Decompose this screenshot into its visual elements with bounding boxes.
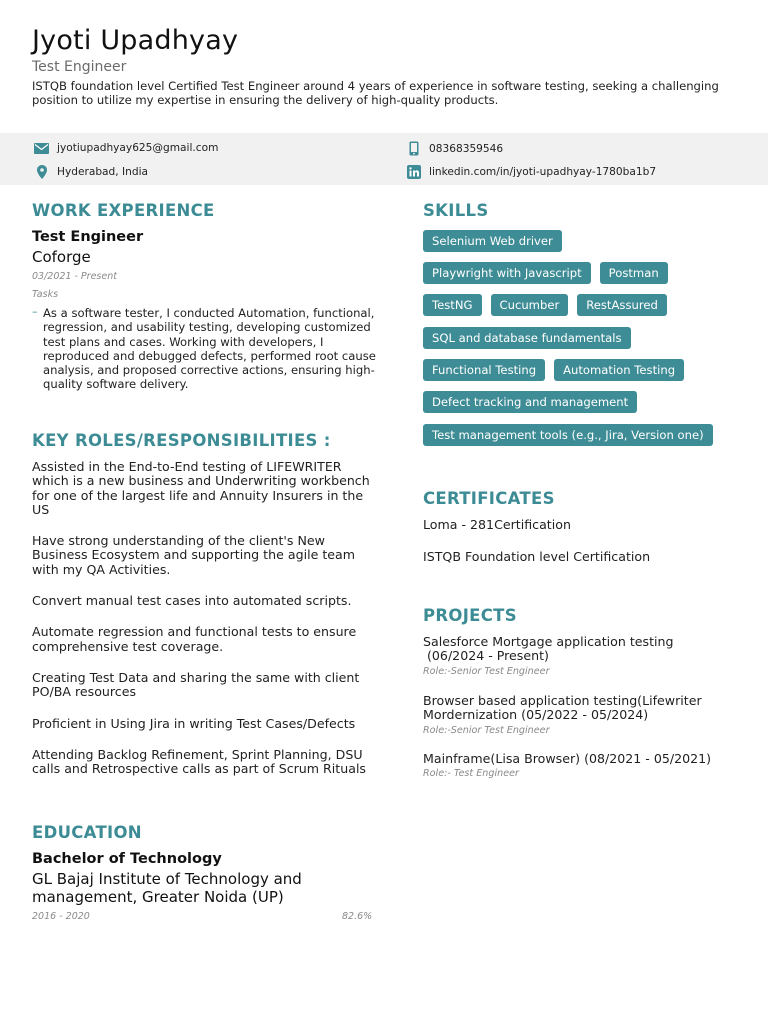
project-title: Mainframe(Lisa Browser) (08/2021 - 05/2021): [423, 751, 712, 766]
contact-linkedin[interactable]: [407, 165, 656, 179]
project-dates: Mordernization (05/2022 - 05/2024): [423, 707, 649, 722]
profile-summary: ISTQB foundation level Certified Test Engineer around 4 years of experience in software testing, seeking a challenging position to utilize my expertise in ensuring the delivery of high-quality products.: [32, 79, 719, 107]
email-text: jyotiupadhyay625@gmail.com: [57, 142, 219, 154]
contact-email[interactable]: [34, 142, 218, 154]
skill-chip: Test management tools (e.g., Jira, Version one): [423, 424, 713, 446]
list-item: Proficient in Using Jira in writing Test Cases/Defects: [32, 715, 356, 731]
task-text: As a software tester, I conducted Automation, functional, regression, and usability testing, developing customized test plans and cases. Working with developers, I reproduced and debugged defects, performed root cause analysis, and proposed corrective actions, ensuring high-quality software delivery.: [43, 306, 376, 392]
skill-chip: Postman: [600, 262, 668, 284]
skill-chip: Selenium Web driver: [423, 230, 562, 252]
bullet-dash-icon: –: [32, 305, 38, 318]
location-text: Hyderabad, India: [57, 166, 148, 178]
resume-header: [32, 24, 742, 107]
candidate-role: Test Engineer: [32, 59, 127, 75]
list-item: Convert manual test cases into automated scripts.: [32, 593, 352, 609]
tasks-label: Tasks: [32, 289, 59, 300]
contact-phone[interactable]: [409, 141, 503, 156]
list-item: Assisted in the End-to-End testing of LIFEWRITER which is a new business and Underwriting workbench for one of the largest life and Annuity Insurers in the US: [32, 459, 370, 517]
skills-row: [423, 327, 631, 349]
list-item: Attending Backlog Refinement, Sprint Planning, DSU calls and Retrospective calls as part of Scrum Rituals: [32, 746, 366, 777]
list-item: Creating Test Data and sharing the same with client PO/BA resources: [32, 669, 360, 700]
location-pin-icon: [37, 165, 47, 179]
skills-row: [423, 294, 667, 316]
project-role: Role:-Senior Test Engineer: [423, 666, 550, 677]
skills-row: [423, 230, 562, 252]
projects-heading: PROJECTS: [423, 606, 517, 625]
skills-row: [423, 359, 684, 381]
phone-icon: [409, 141, 419, 156]
project-role: Role:- Test Engineer: [423, 768, 519, 779]
linkedin-text: linkedin.com/in/jyoti-upadhyay-1780ba1b7: [429, 166, 657, 178]
education-dates: 2016 - 2020: [32, 911, 90, 922]
skills-row: [423, 391, 637, 413]
job-dates: 03/2021 - Present: [32, 271, 117, 282]
list-item: Have strong understanding of the client's New Business Ecosystem and supporting the agile team with my QA Activities.: [32, 533, 355, 577]
key-roles-list: [32, 460, 377, 776]
candidate-name: Jyoti Upadhyay: [32, 25, 239, 56]
certificates-heading: CERTIFICATES: [423, 489, 555, 508]
phone-text: 08368359546: [429, 142, 504, 155]
job-title: Test Engineer: [32, 229, 144, 245]
list-item: [32, 306, 377, 392]
skill-chip: Defect tracking and management: [423, 391, 637, 413]
skills-row: [423, 424, 713, 446]
skill-chip: TestNG: [423, 294, 482, 316]
project-role: Role:-Senior Test Engineer: [423, 725, 550, 736]
contact-bar: [0, 133, 768, 185]
contact-location: [37, 165, 148, 179]
work-experience-heading: WORK EXPERIENCE: [32, 201, 215, 220]
skills-heading: SKILLS: [423, 201, 489, 220]
task-list: [32, 306, 377, 392]
institution-name: GL Bajaj Institute of Technology and management, Greater Noida (UP): [32, 870, 302, 906]
skills-row: [423, 262, 668, 284]
list-item: Automate regression and functional tests to ensure comprehensive test coverage.: [32, 624, 357, 654]
skill-chip: SQL and database fundamentals: [423, 327, 631, 349]
project-title: Browser based application testing(Lifewriter: [423, 693, 702, 708]
skill-chip: Cucumber: [491, 294, 569, 316]
skill-chip: Automation Testing: [554, 359, 684, 381]
mail-icon: [34, 143, 49, 154]
education-heading: EDUCATION: [32, 823, 142, 842]
project-dates: (06/2024 - Present): [423, 648, 549, 663]
education-score: 82.6%: [342, 911, 373, 922]
certificate-item: Loma - 281Certification: [423, 517, 571, 532]
company-name: Coforge: [32, 248, 91, 266]
skill-chip: Functional Testing: [423, 359, 545, 381]
skill-chip: Playwright with Javascript: [423, 262, 591, 284]
key-roles-heading: KEY ROLES/RESPONSIBILITIES :: [32, 431, 331, 450]
degree-name: Bachelor of Technology: [32, 851, 222, 867]
skill-chip: RestAssured: [577, 294, 667, 316]
linkedin-icon: [407, 165, 421, 179]
certificate-item: ISTQB Foundation level Certification: [423, 549, 651, 564]
project-title: Salesforce Mortgage application testing: [423, 634, 674, 649]
